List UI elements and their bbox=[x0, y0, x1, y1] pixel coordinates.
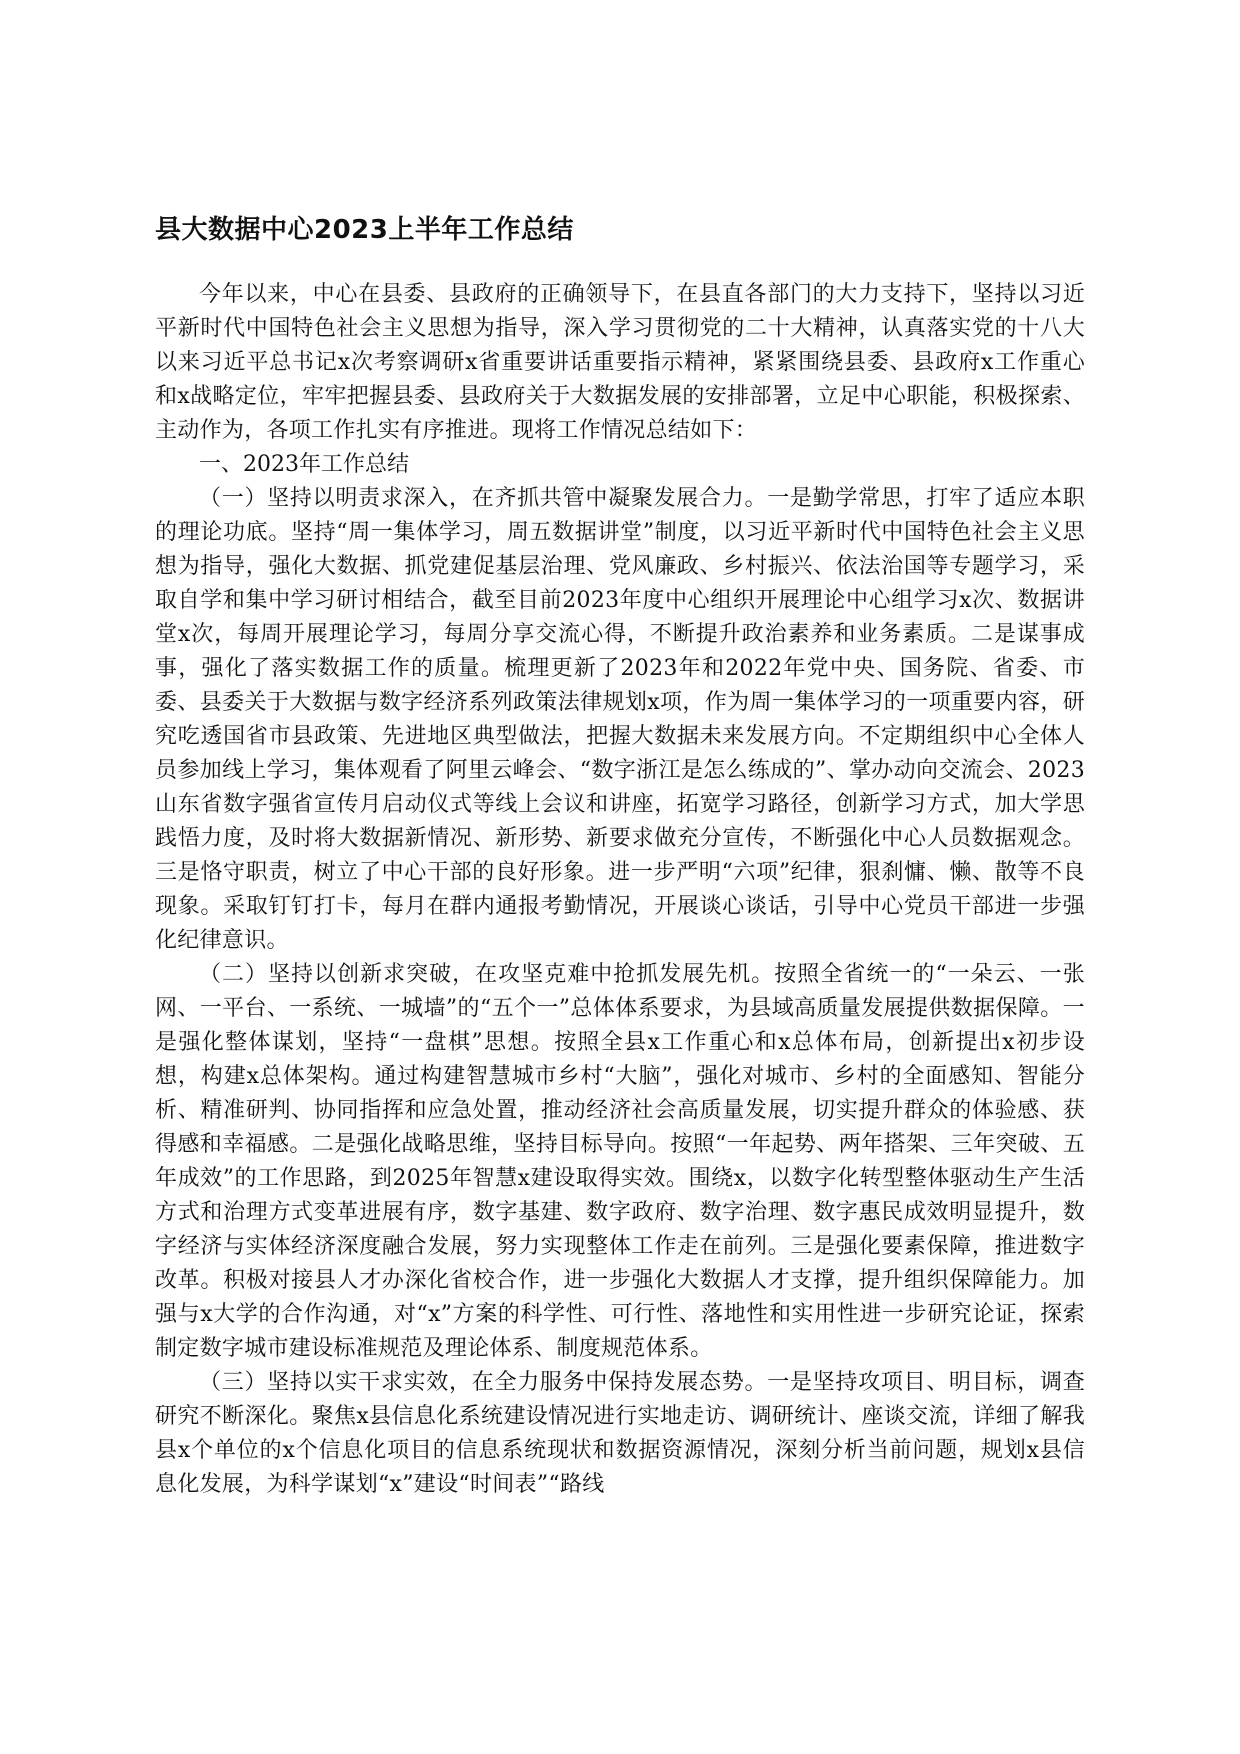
document-title: 县大数据中心2023上半年工作总结 bbox=[155, 215, 574, 245]
section-heading: 一、2023年工作总结 bbox=[199, 452, 409, 477]
paragraph-part-2: （二）坚持以创新求突破，在攻坚克难中抢抓发展先机。按照全省统一的“一朵云、一张网、一平台、一系统、一城墙”的“五个一”总体体系要求，为县域高质量发展提供数据保障。一是强化整体谋划，坚持“一盘棋”思想。按照全县x工作重心和x总体布局，创新提出x初步设想，构建x总体架构。通过构建智慧城市乡村“大脑”，强化对城市、乡村的全面感知、智能分析、精准研判、协同指挥和应急处置，推动经济社会高质量发展，切实提升群众的体验感、获得感和幸福感。二是强化战略思维，坚持目标导向。按照“一年起势、两年搭架、三年突破、五年成效”的工作思路，到2025年智慧x建设取得实效。围绕x，以数字化转型整体驱动生产生活方式和治理方式变革进展有序，数字基建、数字政府、数字治理、数字惠民成效明显提升，数字经济与实体经济深度融合发展，努力实现整体工作走在前列。三是强化要素保障，推进数字改革。积极对接县人才办深化省校合作，进一步强化大数据人才支撑，提升组织保障能力。加强与x大学的合作沟通，对“x”方案的科学性、可行性、落地性和实用性进一步研究论证，探索制定数字城市建设标准规范及理论体系、制度规范体系。 bbox=[155, 962, 1085, 1361]
paragraph-part-1: （一）坚持以明责求深入，在齐抓共管中凝聚发展合力。一是勤学常思，打牢了适应本职的理论功底。坚持“周一集体学习，周五数据讲堂”制度，以习近平新时代中国特色社会主义思想为指导，强化大数据、抓党建促基层治理、党风廉政、乡村振兴、依法治国等专题学习，采取自学和集中学习研讨相结合，截至目前2023年度中心组织开展理论中心组学习x次、数据讲堂x次，每周开展理论学习，每周分享交流心得，不断提升政治素养和业务素质。二是谋事成事，强化了落实数据工作的质量。梳理更新了2023年和2022年党中央、国务院、省委、市委、县委关于大数据与数字经济系列政策法律规划x项，作为周一集体学习的一项重要内容，研究吃透国省市县政策、先进地区典型做法，把握大数据未来发展方向。不定期组织中心全体人员参加线上学习，集体观看了阿里云峰会、“数字浙江是怎么练成的”、掌办动向交流会、2023山东省数字强省宣传月启动仪式等线上会议和讲座，拓宽学习路径，创新学习方式，加大学思践悟力度，及时将大数据新情况、新形势、新要求做充分宣传，不断强化中心人员数据观念。三是恪守职责，树立了中心干部的良好形象。进一步严明“六项”纪律，狠刹慵、懒、散等不良现象。采取钉钉打卡，每月在群内通报考勤情况，开展谈心谈话，引导中心党员干部进一步强化纪律意识。 bbox=[155, 486, 1085, 953]
paragraph-part-3: （三）坚持以实干求实效，在全力服务中保持发展态势。一是坚持攻项目、明目标，调查研究不断深化。聚焦x县信息化系统建设情况进行实地走访、调研统计、座谈交流，详细了解我县x个单位的x个信息化项目的信息系统现状和数据资源情况，深刻分析当前问题，规划x县信息化发展，为科学谋划“x”建设“时间表”“路线 bbox=[155, 1370, 1085, 1497]
intro-paragraph: 今年以来，中心在县委、县政府的正确领导下，在县直各部门的大力支持下，坚持以习近平新时代中国特色社会主义思想为指导，深入学习贯彻党的二十大精神，认真落实党的十八大以来习近平总书记x次考察调研x省重要讲话重要指示精神，紧紧围绕县委、县政府x工作重心和x战略定位，牢牢把握县委、县政府关于大数据发展的安排部署，立足中心职能，积极探索、主动作为，各项工作扎实有序推进。现将工作情况总结如下： bbox=[155, 282, 1085, 443]
document-body bbox=[155, 212, 1085, 1502]
